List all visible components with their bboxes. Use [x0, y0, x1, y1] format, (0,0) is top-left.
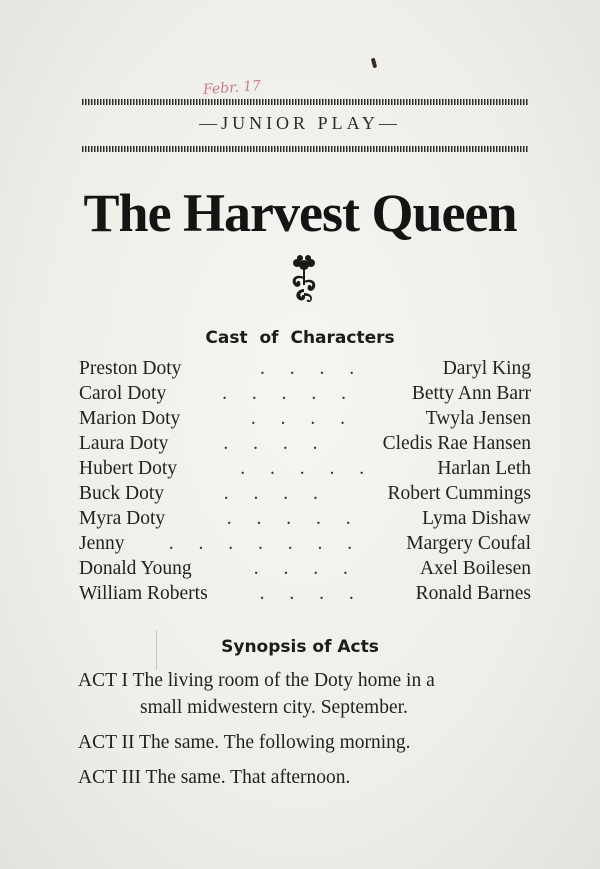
cast-role: Preston Doty — [79, 358, 182, 379]
cast-dot-leader: . . . . — [223, 483, 328, 504]
cast-role: Buck Doty — [79, 483, 165, 504]
cast-role: Jenny — [79, 533, 125, 554]
cast-role: Carol Doty — [79, 383, 167, 404]
cast-role: Marion Doty — [79, 408, 181, 429]
cast-row — [79, 408, 531, 433]
cast-actor: Harlan Leth — [437, 458, 531, 479]
cast-actor: Betty Ann Barr — [411, 383, 531, 404]
cast-actor: Cledis Rae Hansen — [382, 433, 531, 454]
cast-dot-leader: . . . . — [259, 583, 364, 604]
cast-dot-leader: . . . . . — [240, 458, 375, 479]
cast-dot-leader: . . . . — [259, 358, 365, 379]
top-decorative-rule — [82, 99, 528, 105]
synopsis-heading: Synopsis of Acts — [221, 637, 379, 657]
cast-role: Donald Young — [79, 558, 192, 579]
cast-dot-leader: . . . . — [223, 433, 328, 454]
act-line: ACT I The living room of the Doty home in a — [78, 670, 435, 691]
handwritten-date-note: Febr. 17 — [202, 77, 262, 99]
cast-actor: Lyma Dishaw — [422, 508, 531, 529]
act-line-continued: small midwestern city. September. — [140, 697, 408, 718]
cast-actor: Axel Boilesen — [419, 558, 531, 579]
cast-actor: Margery Coufal — [406, 533, 531, 554]
synopsis-list — [78, 667, 538, 799]
act-description — [78, 764, 538, 791]
cast-row — [79, 458, 531, 483]
cast-dot-leader: . . . . — [250, 408, 356, 429]
act-line: ACT III The same. That afternoon. — [78, 767, 351, 788]
cast-row — [79, 483, 531, 508]
play-subtitle: —JUNIOR PLAY— — [199, 113, 401, 133]
ink-speck — [371, 58, 377, 69]
cast-actor: Twyla Jensen — [425, 408, 531, 429]
cast-row — [79, 558, 531, 583]
cast-row — [79, 583, 531, 608]
cast-actor: Daryl King — [442, 358, 531, 379]
cast-row — [79, 383, 531, 408]
cast-role: Hubert Doty — [79, 458, 178, 479]
cast-list — [79, 358, 531, 608]
play-title: The Harvest Queen — [83, 183, 517, 243]
cast-role: Myra Doty — [79, 508, 166, 529]
cast-row — [79, 358, 531, 383]
cast-row — [79, 533, 531, 558]
cast-dot-leader: . . . . . — [226, 508, 361, 529]
bottom-decorative-rule — [82, 146, 528, 152]
cast-row — [79, 433, 531, 458]
act-description — [78, 729, 538, 756]
cast-role: Laura Doty — [79, 433, 169, 454]
act-line: ACT II The same. The following morning. — [78, 732, 411, 753]
cast-heading: Cast of Characters — [205, 328, 395, 348]
cast-row — [79, 508, 531, 533]
act-description — [78, 667, 538, 721]
cast-dot-leader: . . . . . — [222, 383, 356, 404]
cast-actor: Ronald Barnes — [415, 583, 531, 604]
cast-role: William Roberts — [79, 583, 208, 604]
cast-dot-leader: . . . . . . . — [168, 533, 363, 554]
cast-actor: Robert Cummings — [387, 483, 531, 504]
floral-ornament-icon — [286, 255, 322, 303]
cast-dot-leader: . . . . — [253, 558, 358, 579]
